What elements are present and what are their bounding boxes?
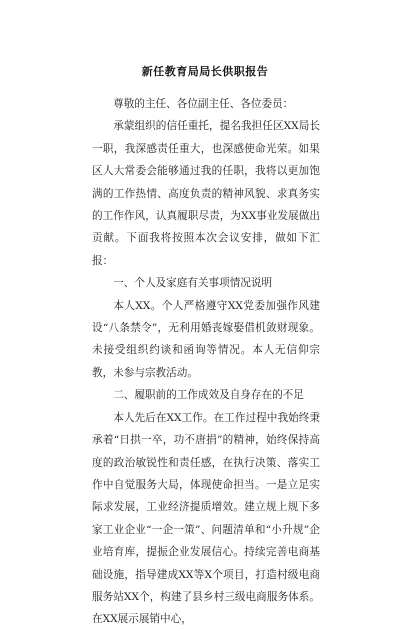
section-heading-1: 一、个人及家庭有关事项情况说明	[113, 277, 273, 290]
paragraph-personal: 本人XX。个人严格遵守XX党委加强作风建设“八条禁令”，无利用婚丧嫁娶借机敛财现象。未接受组织约谈和函询等情况。本人无信仰宗教，未参与宗教活动。	[92, 299, 320, 379]
salutation: 尊敬的主任、各位副主任、各位委员：	[113, 98, 294, 110]
section-heading-2: 二、履职前的工作成效及自身存在的不足	[113, 389, 304, 402]
paragraph-work: 本人先后在XX工作。在工作过程中我始终秉承着“日拱一卒，功不唐捐”的精神，始终保持高度的政治敏锐性和责任感，在执行决策、落实工作中自觉服务大局，体现使命担当。一是立足实际求发展，工业经济提质增效。建立规上规下多家工业企业“一企一策”、问题清单和“小升规”企业培育库，提振企业发展信心。持续完善电商基础设施，指导建成XX等X个项目，打造村级电商服务站XX个，构建了县乡村三级电商服务体系。在XX展示展销中心，	[92, 411, 320, 626]
document-title: 新任教育局局长供职报告	[141, 65, 269, 78]
paragraph-intro: 承蒙组织的信任重托，提名我担任区XX局长一职，我深感责任重大，也深感使命光荣。如果区人大常委会能够通过我的任职，我将以更加饱满的工作热情、高度负责的精神风貌、求真务实的工作作风，认真履职尽责，为XX事业发展做出贡献。下面我将按照本次会议安排，做如下汇报：	[92, 120, 320, 267]
document-body	[92, 93, 320, 631]
